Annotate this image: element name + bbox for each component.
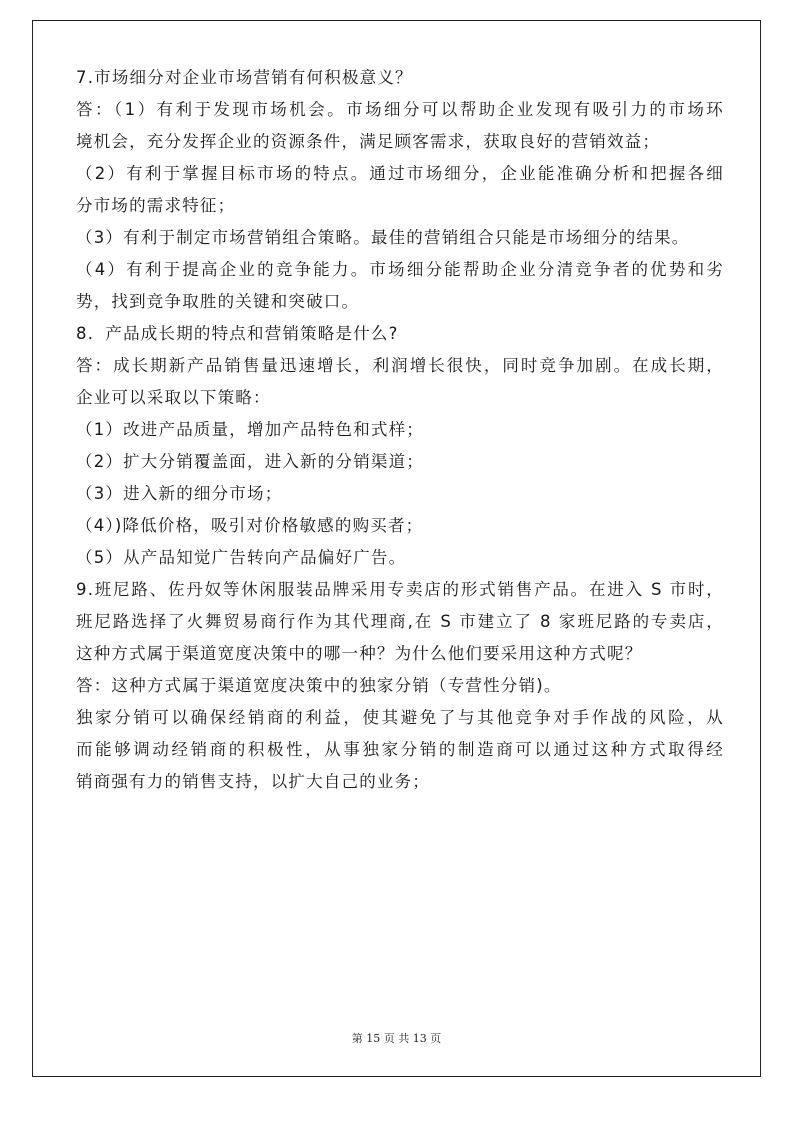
document-body: [76, 62, 724, 798]
answer-7-line-2: 境机会，充分发挥企业的资源条件，满足顾客需求，获取良好的营销效益；: [76, 132, 661, 151]
answer-8-item-3: （3）进入新的细分市场；: [76, 484, 283, 503]
answer-8-item-1: （1）改进产品质量，增加产品特色和式样；: [76, 420, 424, 439]
answer-7-line-4: 分市场的需求特征；: [76, 196, 236, 215]
answer-7-line-6: （4）有利于提高企业的竞争能力。市场细分能帮助企业分清竞争者的优势和劣: [76, 260, 724, 279]
answer-9-line-2: 独家分销可以确保经销商的利益，使其避免了与其他竞争对手作战的风险，从: [76, 708, 724, 727]
question-9-line-1: 9.班尼路、佐丹奴等休闲服装品牌采用专卖店的形式销售产品。在进入 S 市时，: [76, 580, 724, 599]
answer-7-line-3: （2）有利于掌握目标市场的特点。通过市场细分，企业能准确分析和把握各细: [76, 164, 724, 183]
question-7: 7.市场细分对企业市场营销有何积极意义？: [76, 68, 413, 87]
answer-7-line-7: 势，找到竞争取胜的关键和突破口。: [76, 292, 360, 311]
answer-7-line-1: 答：（1）有利于发现市场机会。市场细分可以帮助企业发现有吸引力的市场环: [76, 100, 724, 119]
page-footer: 第 15 页 共 13 页: [351, 1032, 442, 1045]
answer-8-item-5: （5）从产品知觉广告转向产品偏好广告。: [76, 548, 407, 567]
question-9-line-3: 这种方式属于渠道宽度决策中的哪一种？为什么他们要采用这种方式呢？: [76, 644, 643, 663]
answer-9-line-4: 销商强有力的销售支持，以扩大自己的业务；: [76, 772, 430, 791]
answer-7-line-5: （3）有利于制定市场营销组合策略。最佳的营销组合只能是市场细分的结果。: [76, 228, 690, 247]
answer-8-item-2: （2）扩大分销覆盖面，进入新的分销渠道；: [76, 452, 424, 471]
answer-8-line-2: 企业可以采取以下策略：: [76, 388, 271, 407]
answer-9-line-1: 答：这种方式属于渠道宽度决策中的独家分销（专营性分销)。: [76, 676, 562, 695]
answer-8-line-1: 答：成长期新产品销售量迅速增长，利润增长很快，同时竞争加剧。在成长期，: [76, 356, 724, 375]
question-9-line-2: 班尼路选择了火舞贸易商行作为其代理商,在 S 市建立了 8 家班尼路的专卖店，: [76, 612, 724, 631]
answer-8-item-4: （4）)降低价格，吸引对价格敏感的购买者；: [76, 516, 424, 535]
answer-9-line-3: 而能够调动经销商的积极性，从事独家分销的制造商可以通过这种方式取得经: [76, 740, 724, 759]
question-8: 8．产品成长期的特点和营销策略是什么?: [76, 324, 399, 343]
